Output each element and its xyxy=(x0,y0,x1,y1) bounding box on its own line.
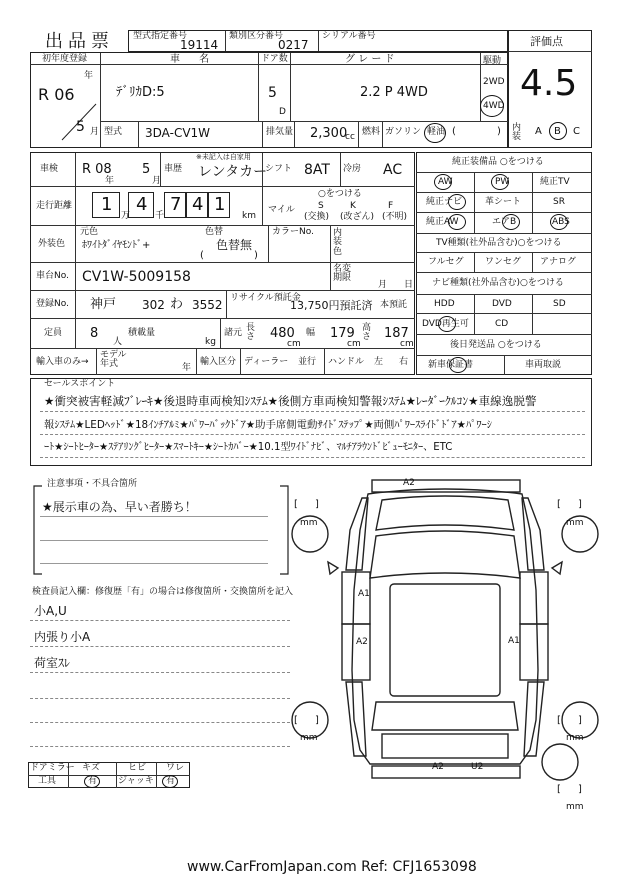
import-label: 輸入車のみ→ xyxy=(36,357,89,367)
score-label: 評価点 xyxy=(530,35,563,48)
parallel-label: 並行 xyxy=(298,357,317,367)
nav-label: ナビ種類(社外品含む)○をつける xyxy=(432,278,564,288)
left-label: 左 xyxy=(374,357,384,367)
mm-rear-left: mm xyxy=(300,733,318,743)
equip-leather: 革シート xyxy=(485,197,522,207)
tools-value: 有 xyxy=(88,776,98,786)
inspection-era: R 08 xyxy=(82,162,112,177)
equip-aw-circle xyxy=(434,174,452,190)
capacity-value: 8 xyxy=(90,326,99,341)
car-name-label: 車 名 xyxy=(170,54,218,65)
drive-2wd: 2WD xyxy=(483,77,505,87)
mm-front-left: mm xyxy=(300,518,318,528)
tread-rear-right-close: ] xyxy=(578,715,582,726)
drive-4wd: 4WD xyxy=(483,101,505,111)
fuel-diesel: 軽油 xyxy=(427,127,446,137)
car-damage-diagram xyxy=(290,470,600,820)
serial-label: シリアル番号 xyxy=(322,31,376,41)
shift-label: シフト xyxy=(265,164,293,174)
chassis-value: CV1W-5009158 xyxy=(82,269,191,285)
name-change-label: 名変期限 xyxy=(333,264,352,284)
hood xyxy=(376,496,514,530)
history-note: ※未記入は自家用 xyxy=(196,153,251,161)
mileage-label: 走行距離 xyxy=(36,201,73,211)
tailgate xyxy=(382,734,508,758)
score-value: 4.5 xyxy=(520,63,578,104)
reg-place: 神戸 xyxy=(90,297,117,312)
genuine-label: 純正装備品 ○をつける xyxy=(452,157,544,167)
sales-line-2: 報ｼｽﾃﾑ★LEDﾍｯﾄﾞ★18ｲﾝﾁｱﾙﾐ★ﾊﾟﾜｰﾊﾞｯｸﾄﾞｱ★助手席側電動ｻｲﾄﾞｽﾃｯﾌﾟ★両側ﾊﾟﾜｰｽﾗｲﾄﾞﾄﾞｱ★ﾊﾟﾜｰｼ xyxy=(44,419,492,431)
displacement-value: 2,300 xyxy=(310,126,348,141)
cc-unit: cc xyxy=(345,132,355,142)
inspection-year-unit: 年 xyxy=(105,176,115,186)
import-type-label: 輸入区分 xyxy=(200,357,237,367)
recycle-value: 13,750円預託済 xyxy=(290,299,373,312)
later-warranty: 新車保証書 xyxy=(428,360,474,370)
mileage-sen-unit: 千 xyxy=(155,211,165,221)
right-rear-fender xyxy=(524,682,544,756)
name-change-month: 月 xyxy=(378,280,388,290)
tools-label: 工具 xyxy=(38,776,57,786)
footer-reference: www.CarFromJapan.com Ref: CFJ1653098 xyxy=(187,859,477,875)
color-name-label: 色替 xyxy=(205,227,224,237)
equip-nav-circle xyxy=(448,194,466,210)
shift-value: 8AT xyxy=(304,162,330,178)
tread-rear-right-open: [ xyxy=(557,715,561,726)
fuel-label: 燃料 xyxy=(362,127,381,137)
door-type: D xyxy=(279,107,286,117)
chassis-label: 車台No. xyxy=(36,271,69,281)
recycle-label: リサイクル預託金 xyxy=(230,293,301,303)
mile-label: マイル xyxy=(268,205,295,215)
mileage-check-note: ○をつける xyxy=(318,189,362,199)
modified-text: (改ざん) xyxy=(340,212,375,222)
width-cm: cm xyxy=(347,339,361,349)
equip-airbag-circle xyxy=(502,214,520,230)
damage-right-rear-a1: A1 xyxy=(508,636,520,646)
grade-label: グ レ ー ド xyxy=(345,54,395,65)
equip-tv: 純正TV xyxy=(540,177,570,187)
height-cm: cm xyxy=(400,339,414,349)
nav-dvd: DVD xyxy=(492,299,512,309)
left-mirror xyxy=(328,562,338,574)
sales-line-1: ★衝突被害軽減ﾌﾞﾚｰｷ★後退時車両検知ｼｽﾃﾑ★後側方車両検知警報ｼｽﾃﾑ★ﾚｰﾀﾞｰｸﾙｺﾝ★車線逸脱警 xyxy=(44,394,537,408)
equip-nav: 純正ナビ xyxy=(426,197,463,207)
ac-value: AC xyxy=(383,162,403,178)
height-label: 高さ xyxy=(362,323,372,343)
later-manual: 車両取説 xyxy=(525,360,562,370)
mileage-digit-2: 4 xyxy=(136,194,148,215)
modified-label: K xyxy=(350,201,356,211)
mileage-digit-5: 1 xyxy=(214,194,226,215)
jack-value: 有 xyxy=(166,776,176,786)
exchange-label: S xyxy=(318,201,324,211)
interior-grade-c: C xyxy=(573,126,580,137)
orig-color-value: ﾎﾜｲﾄﾀﾞｲﾔﾓﾝﾄﾞ+ xyxy=(82,240,151,251)
capacity-label: 定員 xyxy=(44,328,63,338)
history-label: 車歴 xyxy=(164,164,183,174)
interior-color-label: 内装色 xyxy=(333,228,343,257)
left-rear-fender xyxy=(346,682,366,756)
mm-rear-right: mm xyxy=(566,733,584,743)
unknown-text: (不明) xyxy=(382,212,408,222)
left-rear-door xyxy=(342,624,370,680)
type-label: 型式 xyxy=(104,127,123,137)
mm-front-right: mm xyxy=(566,518,584,528)
color-paren-close: ) xyxy=(254,250,258,261)
tv-oneseg: ワンセグ xyxy=(485,257,522,267)
equip-aw: AW xyxy=(438,177,453,187)
equip-abs: ABS xyxy=(552,217,570,227)
drive-label: 駆動 xyxy=(483,56,502,66)
reg-class: 302 xyxy=(142,298,165,312)
load-unit: kg xyxy=(205,337,216,347)
month-unit: 月 xyxy=(90,127,100,137)
roof xyxy=(390,584,500,696)
inspector-line-2: 内張り小A xyxy=(34,630,91,644)
defect-header-mirror: ドアミラー xyxy=(30,763,75,773)
inspector-line-3: 荷室ｽﾚ xyxy=(34,656,71,670)
mm-spare: mm xyxy=(566,802,584,812)
notes-line-1: ★展示車の為、早い者勝ち！ xyxy=(42,500,197,514)
inspection-label: 車検 xyxy=(40,164,59,174)
displacement-label: 排気量 xyxy=(266,127,294,137)
drive-4wd-circle xyxy=(480,95,504,117)
recycle-unpaid: 本預託 xyxy=(380,300,408,310)
equip-genuine-aw: 純正AW xyxy=(426,217,459,227)
type-value: 3DA-CV1W xyxy=(145,126,211,140)
equip-pw: PW xyxy=(495,177,510,187)
interior-grade-b: B xyxy=(554,126,561,137)
tv-fullseg: フルセグ xyxy=(428,257,464,267)
inspection-month-unit: 月 xyxy=(152,176,162,186)
dims-label: 諸元 xyxy=(224,328,243,338)
tread-spare-open: [ xyxy=(557,784,561,795)
first-reg-era: R 06 xyxy=(38,85,75,104)
nav-dvd-play-circle xyxy=(438,316,456,332)
color-label: 外装色 xyxy=(38,239,66,249)
defect-header-scratch: キズ xyxy=(82,763,100,773)
nav-hdd: HDD xyxy=(434,299,455,309)
right-rear-door xyxy=(520,624,548,680)
orig-color-label: 元色 xyxy=(80,227,99,237)
tread-front-left-open: [ xyxy=(294,499,298,510)
sales-points-label: セールスポイント xyxy=(44,379,116,389)
mileage-digit-4: 4 xyxy=(192,194,204,215)
color-no-label: カラーNo. xyxy=(272,227,314,237)
damage-left-front-a1: A1 xyxy=(358,589,370,599)
load-label: 積載量 xyxy=(128,328,156,338)
exchange-text: (交換) xyxy=(304,212,330,222)
model-year-label: モデル年式 xyxy=(100,350,127,370)
tread-front-right-close: ] xyxy=(578,499,582,510)
history-value: レンタカー xyxy=(198,164,268,180)
right-front-door xyxy=(520,572,548,624)
category-label: 類別区分番号 xyxy=(229,31,284,41)
nav-cd: CD xyxy=(495,319,509,329)
fuel-other-open: ( xyxy=(452,126,456,137)
grade-value: 2.2 P 4WD xyxy=(360,85,428,100)
equip-pw-circle xyxy=(491,174,509,190)
doors-label: ドア数 xyxy=(261,54,288,64)
later-label: 後日発送品 ○をつける xyxy=(450,340,542,350)
length-label: 長さ xyxy=(246,323,256,343)
mileage-km-unit: km xyxy=(242,211,256,221)
model-designation-value: 19114 xyxy=(180,38,219,52)
right-mirror xyxy=(552,562,562,574)
right-label: 右 xyxy=(399,357,409,367)
defect-header-crack: ヒビ xyxy=(128,763,147,773)
model-designation-label: 型式指定番号 xyxy=(133,31,188,41)
reg-kana: わ xyxy=(170,297,184,312)
later-warranty-circle xyxy=(449,357,467,373)
tv-analog: アナログ xyxy=(540,257,577,267)
damage-rear-u2: U2 xyxy=(471,762,484,772)
equip-sr: SR xyxy=(553,197,565,207)
reg-number: 3552 xyxy=(192,298,223,312)
name-change-day: 日 xyxy=(404,280,414,290)
car-name: ﾃﾞﾘｶD:5 xyxy=(116,85,165,100)
fuel-diesel-circle xyxy=(424,123,446,143)
nav-dvd-play: DVD再生可 xyxy=(422,319,469,329)
equip-abs-circle xyxy=(550,214,568,230)
front-bumper xyxy=(372,480,520,492)
model-year-unit: 年 xyxy=(182,363,192,373)
interior-label: 内装 xyxy=(512,123,522,142)
spare-wheel xyxy=(542,744,578,780)
height-value: 187 xyxy=(384,326,409,341)
mileage-digit-3: 7 xyxy=(170,194,182,215)
length-cm: cm xyxy=(287,339,301,349)
inspector-label: 検査員記入欄：修復歴「有」の場合は修復箇所・交換箇所を記入 xyxy=(32,587,294,597)
width-label: 幅 xyxy=(306,328,316,338)
inspector-line-1: 小A,U xyxy=(34,604,67,618)
defect-header-break: ワレ xyxy=(166,763,185,773)
jack-circle xyxy=(162,775,178,788)
handle-label: ハンドル xyxy=(328,357,365,367)
tools-circle xyxy=(84,775,100,788)
interior-b-circle xyxy=(549,122,567,140)
tread-rear-left-close: ] xyxy=(315,715,319,726)
category-value: 0217 xyxy=(278,38,309,52)
nav-sd: SD xyxy=(553,299,566,309)
doors-value: 5 xyxy=(268,85,277,101)
tv-label: TV種類(社外品含む)○をつける xyxy=(436,238,562,248)
body-outline xyxy=(352,489,538,764)
tread-spare-close: ] xyxy=(578,784,582,795)
rear-window xyxy=(372,702,518,730)
width-value: 179 xyxy=(330,326,355,341)
notes-frame xyxy=(30,484,292,580)
first-reg-month: 5 xyxy=(76,119,85,135)
tread-rear-left-open: [ xyxy=(294,715,298,726)
ac-label: 冷房 xyxy=(343,164,362,174)
interior-grade-a: A xyxy=(535,126,542,137)
inspection-month: 5 xyxy=(142,162,151,177)
mileage-man-unit: 万 xyxy=(121,211,131,221)
fuel-gasoline: ガソリン xyxy=(385,127,422,137)
tread-front-right-open: [ xyxy=(557,499,561,510)
color-paren-open: ( xyxy=(200,250,204,261)
equip-genuine-aw-circle xyxy=(448,214,466,230)
mileage-digit-1: 1 xyxy=(101,194,113,215)
capacity-unit: 人 xyxy=(113,337,123,347)
reg-label: 登録No. xyxy=(36,299,69,309)
equip-airbag: エアB xyxy=(492,217,517,227)
damage-rear-a2: A2 xyxy=(432,762,444,772)
color-value: 色替無 xyxy=(216,238,253,252)
tread-front-left-close: ] xyxy=(315,499,319,510)
first-reg-label: 初年度登録 xyxy=(42,54,88,64)
damage-left-rear-a2: A2 xyxy=(356,637,368,647)
dealer-label: ディーラー xyxy=(244,357,289,367)
rear-bumper xyxy=(372,766,520,778)
unknown-label: F xyxy=(388,201,394,211)
jack-label: ジャッキ xyxy=(118,776,154,786)
page-title: 出品票 xyxy=(45,31,114,52)
damage-front-a2: A2 xyxy=(403,478,415,488)
sales-line-3: ｰﾄ★ｼｰﾄﾋｰﾀｰ★ｽﾃｱﾘﾝｸﾞﾋｰﾀｰ★ｽﾏｰﾄｷｰ★ｼｰﾄｶﾊﾞｰ★10.1型ﾜｲﾄﾞﾅﾋﾞ、ﾏﾙﾁｱﾗｳﾝﾄﾞﾋﾞｭｰﾓﾆﾀｰ、ETC xyxy=(44,442,453,453)
length-value: 480 xyxy=(270,326,295,341)
year-unit: 年 xyxy=(84,71,94,81)
windshield xyxy=(370,531,520,578)
fuel-other-close: ) xyxy=(497,126,501,137)
notes-label: 注意事項・不具合箇所 xyxy=(44,480,140,489)
